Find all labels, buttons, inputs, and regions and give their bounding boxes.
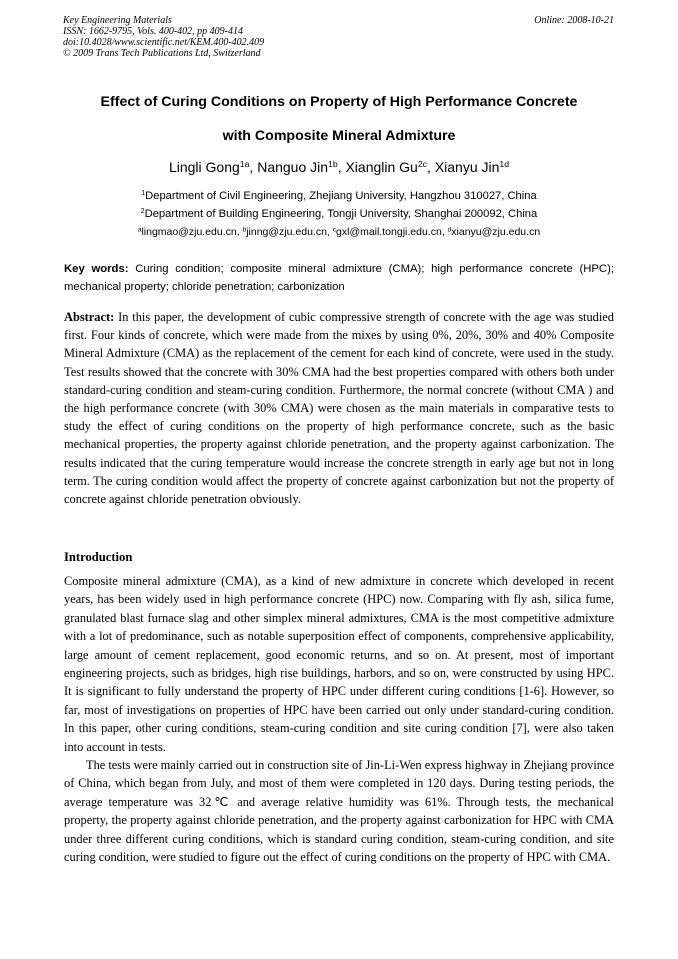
journal-name: Key Engineering Materials [63,15,172,26]
keywords [64,260,614,296]
abstract [64,308,614,508]
keywords-label: Key words: [64,263,129,275]
author: Xianglin $Gu^{2c}$ [345,159,428,175]
title-line-1: Effect of Curing Conditions on Property of High Performance Concrete [100,94,578,110]
email: $^c$gxl@mail.tongji.edu.cn [332,226,442,238]
abstract-text: In this paper, the development of cubic compressive strength of concrete with the age was studied first. Four kinds of concrete, which were made from the mixes by using 0%, 20%, 30% and 40% Composite Mineral Admixture (CMA) as the replacement of the cement for each kind of concrete, were used in the study. Test results showed that the concrete with 30% CMA had the best properties compared with others both under standard-curing condition and steam-curing condition. Furthermore, the normal concrete (without CMA ) and the high performance concrete (with 30% CMA) were chosen as the main materials in comparative tests to study the effect of curing conditions on the property of high performance concrete, such as the basic mechanical properties, the property against chloride penetration, and the property against carbonization. The results indicated that the curing temperature would increase the concrete strength in early age but not in long term. The curing condition would affect the property of concrete against carbonization but not the property of concrete against chloride penetration obviously. [64,310,614,507]
keywords-text: Curing condition; composite mineral admixture (CMA); high performance concrete (HPC); mechanical property; chloride penetration; carbonization [64,263,614,293]
doi-line: doi:10.4028/www.scientific.net/KEM.400-402.409 [63,37,265,48]
affiliation-2: $^2$Department of Building Engineering, Tongji University, Shanghai 200092, China [140,208,538,220]
affiliation-1: $^1$Department of Civil Engineering, Zhejiang University, Hangzhou 310027, China [141,190,537,202]
author: Lingli Gong$^{1a}$ [168,159,250,175]
abstract-label: Abstract: [64,310,115,324]
author: Xianyu Jin$^{1d}$ [434,159,510,175]
paragraph: Composite mineral admixture (CMA), as a kind of new admixture in concrete which developed in recent years, has been widely used in high performance concrete (HPC) now. Comparing with fly ash, silica fume, granulated blast furnace slag and other simplex mineral admixtures, CMA is the most competitive admixture with a lot of predominance, such as notable superposition effect of components, comprehensive applicability, large amount of cement replacement, good economic returns, and so on. At present, most of important engineering projects, such as bridges, high rise buildings, harbors, and so on, were constructed by using HPC. It is significant to fully understand the property of HPC under different curing conditions [1-6]. However, so far, most of investigations on properties of HPC have been carried out only under standard-curing condition. In this paper, other curing conditions, steam-curing condition and site curing condition [7], were also taken into account in tests. [64,574,614,754]
section-heading-introduction: Introduction [64,550,133,564]
copyright-line: © 2009 Trans Tech Publications Ltd, Switzerland [63,48,261,59]
author-list: Lingli Gong$^{1a}$, Nanguo Jin$^{1b}$, Xianglin $Gu^{2c}$, Xianyu Jin$^{1d}$ [168,159,510,175]
email: $^a$lingmao@zju.edu.cn [137,226,237,238]
paragraph: The tests were mainly carried out in construction site of Jin-Li-Wen express highway in Zhejiang province of China, which began from July, and most of them were completed in 120 days. During testing periods, the average temperature was 32℃ and average relative humidity was 61%. Through tests, the mechanical property, the property against chloride penetration, and the property against carbonization for HPC with CMA under three different curing conditions, which is standard curing condition, steam-curing condition, and site curing condition, were studied to figure out the effect of curing conditions on the property of HPC with CMA. [64,758,614,865]
email-list: $^a$lingmao@zju.edu.cn, $^b$jinng@zju.edu.cn, $^c$gxl@mail.tongji.edu.cn, $^d$xianyu@zju.edu.cn [137,226,541,238]
email: $^d$xianyu@zju.edu.cn [447,226,541,238]
author: Nanguo Jin$^{1b}$ [257,159,338,175]
issn-line: ISSN: 1662-9795, Vols. 400-402, pp 409-414 [63,26,243,37]
title-line-2: with Composite Mineral Admixture [222,128,456,144]
email: $^b$jinng@zju.edu.cn [242,226,327,238]
online-date: Online: 2008-10-21 [534,15,614,26]
introduction-body [64,572,614,867]
